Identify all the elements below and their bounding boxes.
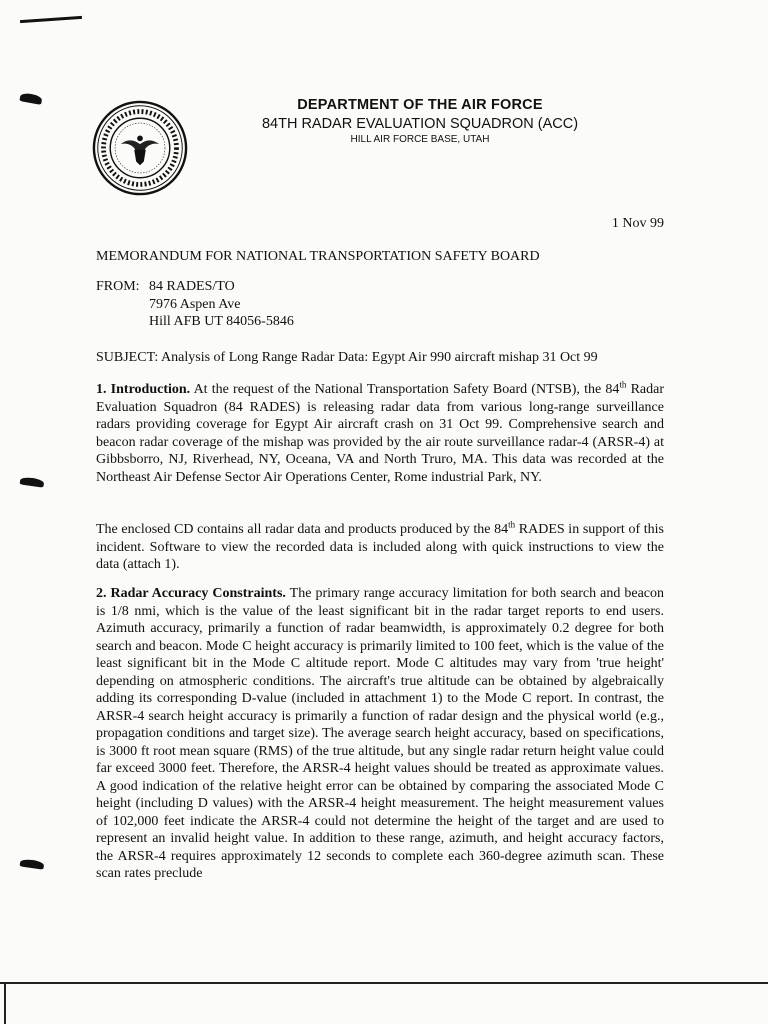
paragraph-enclosed-cd-text-a: The enclosed CD contains all radar data and products produced by the 84 (96, 522, 509, 537)
memorandum-for: MEMORANDUM FOR NATIONAL TRANSPORTATION SAFETY BOARD (96, 249, 540, 264)
ordinal-suffix: th (508, 519, 516, 530)
memo-subject: SUBJECT: Analysis of Long Range Radar Data: Egypt Air 990 aircraft mishap 31 Oct 99 (96, 350, 598, 365)
department-of-defense-seal (92, 100, 188, 196)
paragraph-radar-accuracy-text: The primary range accuracy limitation for both search and beacon is 1/8 nmi, which is the value of the least significant bit in the radar target reports to end users. Azimuth accuracy, primarily a function of radar beamwidth, is approximately 0.2 degree for both search and beacon. Mode C height accuracy is primarily limited to 100 feet, which is the value of the least significant bit in the Mode C altitude report. Mode C altitudes may vary from 'true height' depending on atmospheric conditions. The aircraft's true altitude can be obtained by algebraically adding its corresponding D-value (included in attachment 1) to the Mode C report. In contrast, the ARSR-4 search height accuracy is primarily a function of radar design and the physical world (e.g., propagation conditions and target size). The average search height accuracy, based on specifications, is 3000 ft root mean square (RMS) of the true altitude, but any single radar return height value could far exceed 3000 feet. Therefore, the ARSR-4 height values should be treated as approximate values. A good indication of the relative height error can be obtained by comparing the associated Mode C height (including D values) with the ARSR-4 height measurement. The height measurement values of 102,000 feet indicate the ARSR-4 could not determine the height of the target and are used to represent an invalid height value. In addition to these range, azimuth, and height accuracy factors, the ARSR-4 requires approximately 12 seconds to complete each 360-degree azimuth scan. These scan rates preclude (96, 586, 665, 881)
from-office: 84 RADES/TO (149, 279, 235, 294)
letterhead-department: DEPARTMENT OF THE AIR FORCE (297, 97, 543, 113)
scan-mark-punch-1 (19, 92, 42, 105)
from-address (149, 278, 294, 331)
from-label: FROM: (96, 279, 140, 294)
scan-mark-punch-3 (20, 858, 45, 869)
from-city: Hill AFB UT 84056-5846 (149, 314, 294, 329)
paragraph-enclosed-cd (96, 521, 664, 574)
paragraph-radar-accuracy (96, 585, 664, 883)
paragraph-introduction (96, 381, 664, 486)
page-bottom-edge (0, 982, 768, 984)
page-corner-edge (4, 984, 6, 1024)
from-street: 7976 Aspen Ave (149, 296, 241, 312)
paragraph-introduction-text-b: Radar Evaluation Squadron (84 RADES) is releasing radar data from various long-range surveillance radars providing coverage for Egypt Air aircraft crash on 31 Oct 99. Comprehensive search and beacon radar coverage of the mishap was provided by the air route surveillance radar-4 (ARSR-4) at Gibbsborro, NJ, Riverhead, NY, Oceana, VA and North Truro, MA. This data was recorded at the Northeast Air Defense Sector Air Operations Center, Rome industrial Park, NY. (96, 382, 665, 485)
letterhead-squadron: 84TH RADAR EVALUATION SQUADRON (ACC) (261, 116, 579, 132)
ordinal-suffix: th (619, 379, 627, 390)
scan-mark-top (20, 16, 82, 23)
paragraph-introduction-heading: 1. Introduction. (96, 382, 191, 397)
memo-date: 1 Nov 99 (611, 216, 664, 231)
letterhead-base: HILL AIR FORCE BASE, UTAH (350, 134, 490, 145)
scan-mark-punch-2 (20, 476, 45, 487)
paragraph-radar-accuracy-heading: 2. Radar Accuracy Constraints. (96, 586, 286, 601)
paragraph-enclosed-cd-text-b: RADES in support of this incident. Software to view the recorded data is included along with quick instructions to view the data (attach 1). (96, 522, 664, 572)
paragraph-introduction-text-a: At the request of the National Transportation Safety Board (NTSB), the 84 (190, 382, 620, 397)
